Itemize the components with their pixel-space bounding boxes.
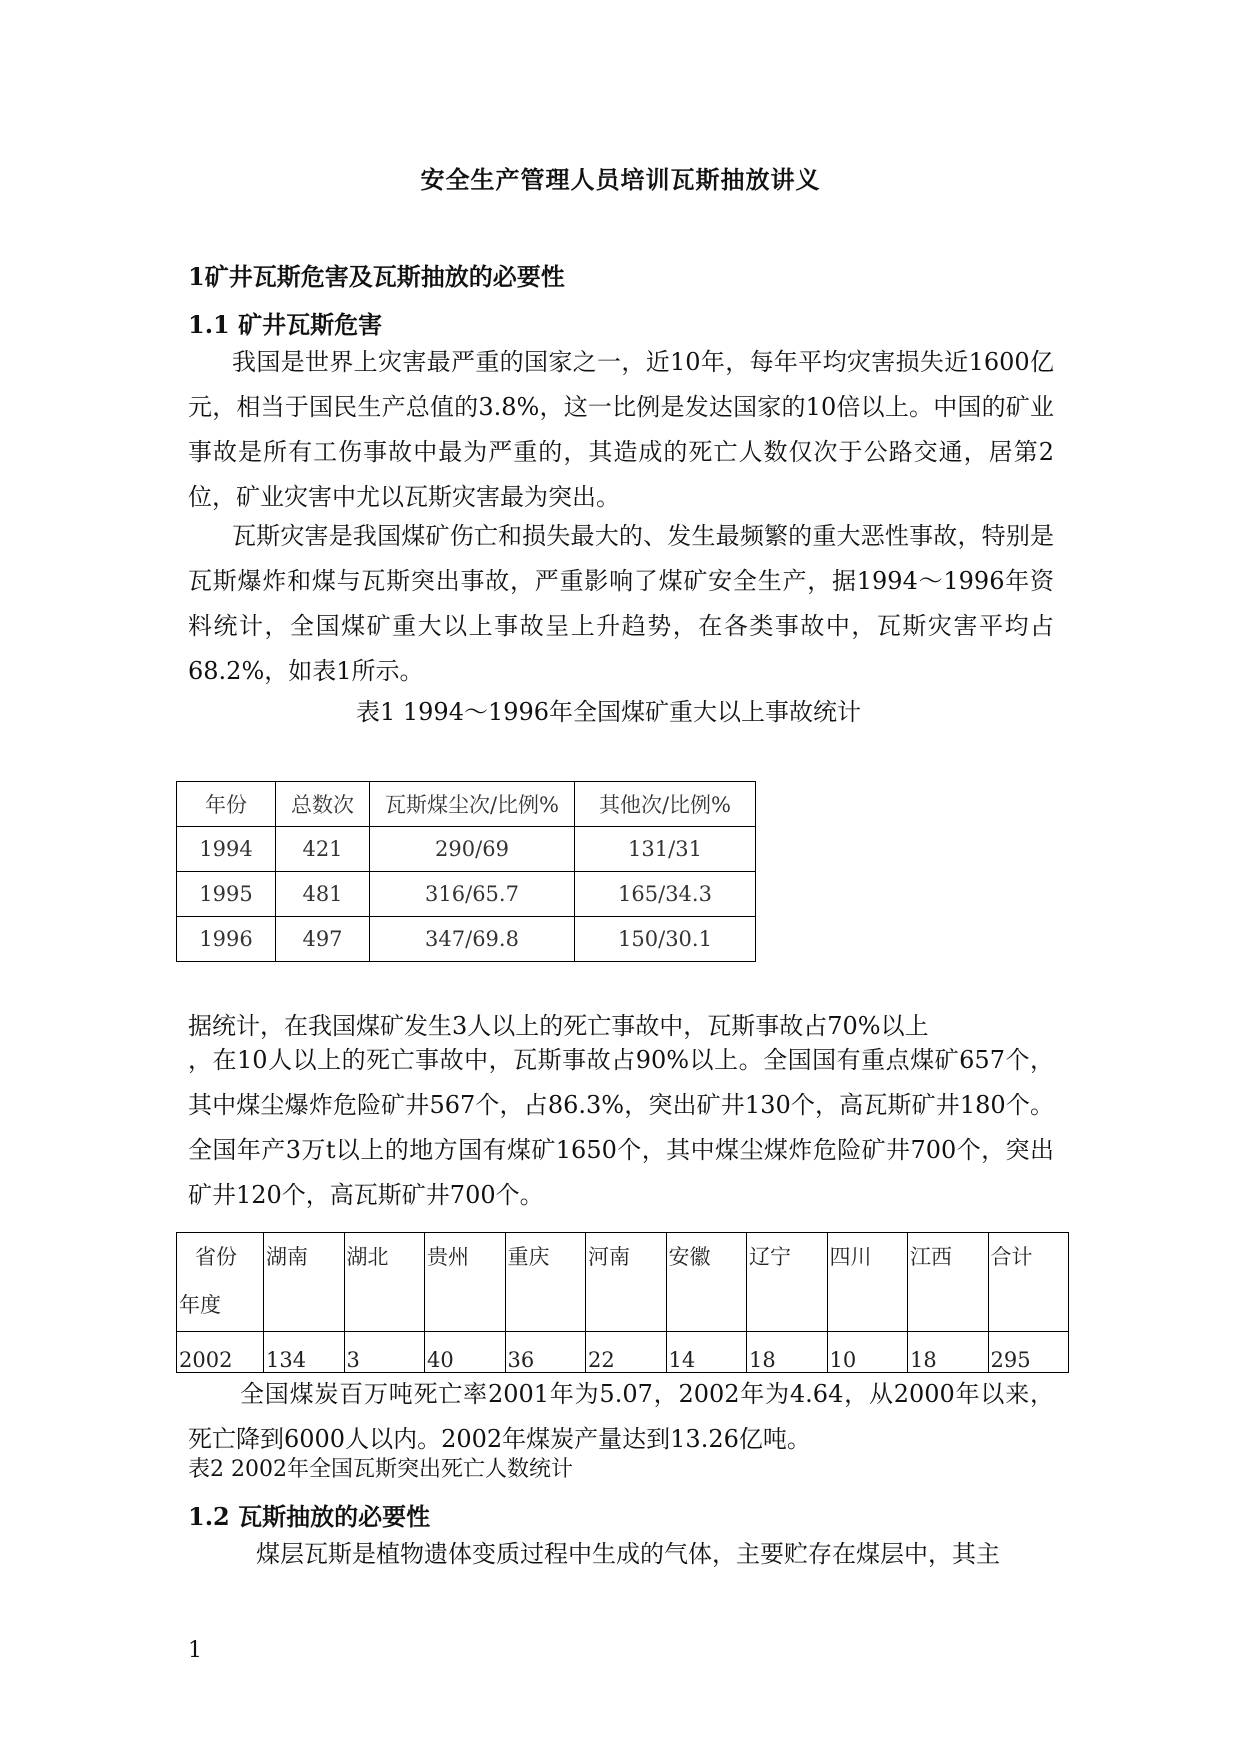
table-1-row [177,827,756,872]
table-2-value-cell: 134 [264,1332,345,1373]
table-2-province-header: 安徽 [666,1233,747,1332]
page-number: 1 [188,1638,202,1663]
table-1-cell: 1994 [177,827,276,872]
death-rate-paragraph: 全国煤炭百万吨死亡率2001年为5.07，2002年为4.64，从2000年以来，死亡降到6000人以内。2002年煤炭产量达到13.26亿吨。 [188,1380,1054,1453]
table-1-header-cell: 总数次 [276,782,370,827]
table-1-cell: 421 [276,827,370,872]
table-1-row [177,917,756,962]
section-1-heading: 1矿井瓦斯危害及瓦斯抽放的必要性 [188,262,565,291]
table-1-header-cell: 瓦斯煤尘次/比例% [370,782,575,827]
table-1-header-row [177,782,756,827]
table-1-cell: 1996 [177,917,276,962]
table-1-cell: 497 [276,917,370,962]
table-2-province-header: 湖北 [344,1233,425,1332]
statistics-first-line: 据统计，在我国煤矿发生3人以上的死亡事故中，瓦斯事故占70%以上 [188,1012,929,1040]
table-1-header-cell: 年份 [177,782,276,827]
table-2-province-header: 江西 [908,1233,989,1332]
table-1-cell: 165/34.3 [575,872,756,917]
table-2-value-cell: 18 [747,1332,828,1373]
statistics-paragraph: ，在10人以上的死亡事故中，瓦斯事故占90%以上。全国国有重点煤矿657个，其中煤尘爆炸危险矿井567个，占86.3%，突出矿井130个，高瓦斯矿井180个。全国年产3万t以上的地方国有煤矿1650个，其中煤尘煤炸危险矿井700个，突出矿井120个，高瓦斯矿井700个。 [188,1046,1054,1209]
table-1-cell: 150/30.1 [575,917,756,962]
table-2-province-header: 贵州 [425,1233,506,1332]
table-2-data-row [177,1332,1069,1373]
table-1-cell: 1995 [177,872,276,917]
table-2-province-header: 重庆 [505,1233,586,1332]
table-2-province-header: 湖南 [264,1233,345,1332]
table-1-cell: 131/31 [575,827,756,872]
table-2-value-cell: 18 [908,1332,989,1373]
table-1-cell: 481 [276,872,370,917]
table-2-province-header: 合计 [988,1233,1069,1332]
document-title: 安全生产管理人员培训瓦斯抽放讲义 [420,165,821,194]
table-2-province-header: 四川 [827,1233,908,1332]
table-2-value-cell: 14 [666,1332,747,1373]
table-1-cell: 290/69 [370,827,575,872]
section-1-1-paragraph-2: 瓦斯灾害是我国煤矿伤亡和损失最大的、发生最频繁的重大恶性事故，特别是瓦斯爆炸和煤与瓦斯突出事故，严重影响了煤矿安全生产，据1994～1996年资料统计，全国煤矿重大以上事故呈上升趋势，在各类事故中，瓦斯灾害平均占68.2%，如表1所示。 [188,522,1054,685]
table-2-province-header: 辽宁 [747,1233,828,1332]
table-1-caption: 表1 1994～1996年全国煤矿重大以上事故统计 [356,698,862,726]
table-2-province-deaths [176,1232,1069,1373]
table-2-corner-top: 省份 [195,1245,237,1269]
table-2-corner-cell [177,1233,264,1332]
section-1-2-paragraph-1: 煤层瓦斯是植物遗体变质过程中生成的气体，主要贮存在煤层中，其主 [256,1540,1000,1568]
table-1-cell: 316/65.7 [370,872,575,917]
table-2-value-cell: 295 [988,1332,1069,1373]
table-2-corner-bottom: 年度 [179,1293,221,1317]
table-2-value-cell: 36 [505,1332,586,1373]
table-1-header-cell: 其他次/比例% [575,782,756,827]
section-1-1-paragraph-1: 我国是世界上灾害最严重的国家之一，近10年，每年平均灾害损失近1600亿元，相当于国民生产总值的3.8%，这一比例是发达国家的10倍以上。中国的矿业事故是所有工伤事故中最为严重的，其造成的死亡人数仅次于公路交通，居第2位，矿业灾害中尤以瓦斯灾害最为突出。 [188,348,1054,511]
table-2-value-cell: 3 [344,1332,425,1373]
table-1-cell: 347/69.8 [370,917,575,962]
table-2-value-cell: 40 [425,1332,506,1373]
table-1-row [177,872,756,917]
table-2-year-cell: 2002 [177,1332,264,1373]
table-1-accident-statistics [176,781,756,962]
table-2-value-cell: 10 [827,1332,908,1373]
section-1-1-heading: 1.1 矿井瓦斯危害 [188,310,383,339]
table-2-province-header: 河南 [586,1233,667,1332]
table-2-header-row [177,1233,1069,1332]
table-2-value-cell: 22 [586,1332,667,1373]
section-1-2-heading: 1.2 瓦斯抽放的必要性 [188,1502,431,1531]
table-2-caption: 表2 2002年全国瓦斯突出死亡人数统计 [188,1457,573,1482]
